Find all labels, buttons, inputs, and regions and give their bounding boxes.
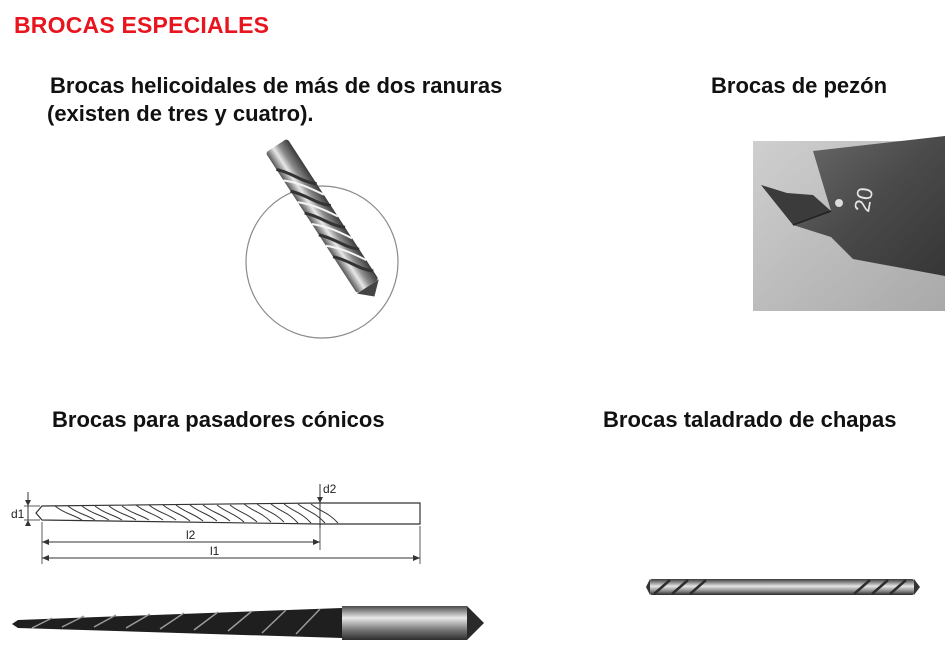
sheet-metal-drill-icon: [646, 570, 921, 604]
dim-label-l1: l1: [210, 544, 220, 558]
spade-bit-marking: 20: [849, 185, 879, 214]
heading-line-2: (existen de tres y cuatro).: [47, 101, 314, 126]
section-heading-spade-bit: Brocas de pezón: [711, 73, 888, 98]
section-heading-multi-flute: [47, 72, 503, 128]
taper-pin-drill-diagram: [10, 478, 430, 568]
section-heading-sheet-metal: Brocas taladrado de chapas: [603, 407, 897, 432]
page-title: BROCAS ESPECIALES: [14, 12, 270, 38]
dim-label-d2: d2: [323, 482, 337, 496]
multi-flute-drill-icon: [250, 150, 450, 340]
section-heading-taper-pin: Brocas para pasadores cónicos: [52, 407, 385, 432]
spade-bit-icon: [753, 141, 945, 311]
dim-label-l2: l2: [186, 528, 196, 542]
taper-pin-drill-icon: [12, 600, 487, 646]
heading-line-1: Brocas helicoidales de más de dos ranuras: [50, 73, 503, 98]
dim-label-d1: d1: [11, 507, 25, 521]
